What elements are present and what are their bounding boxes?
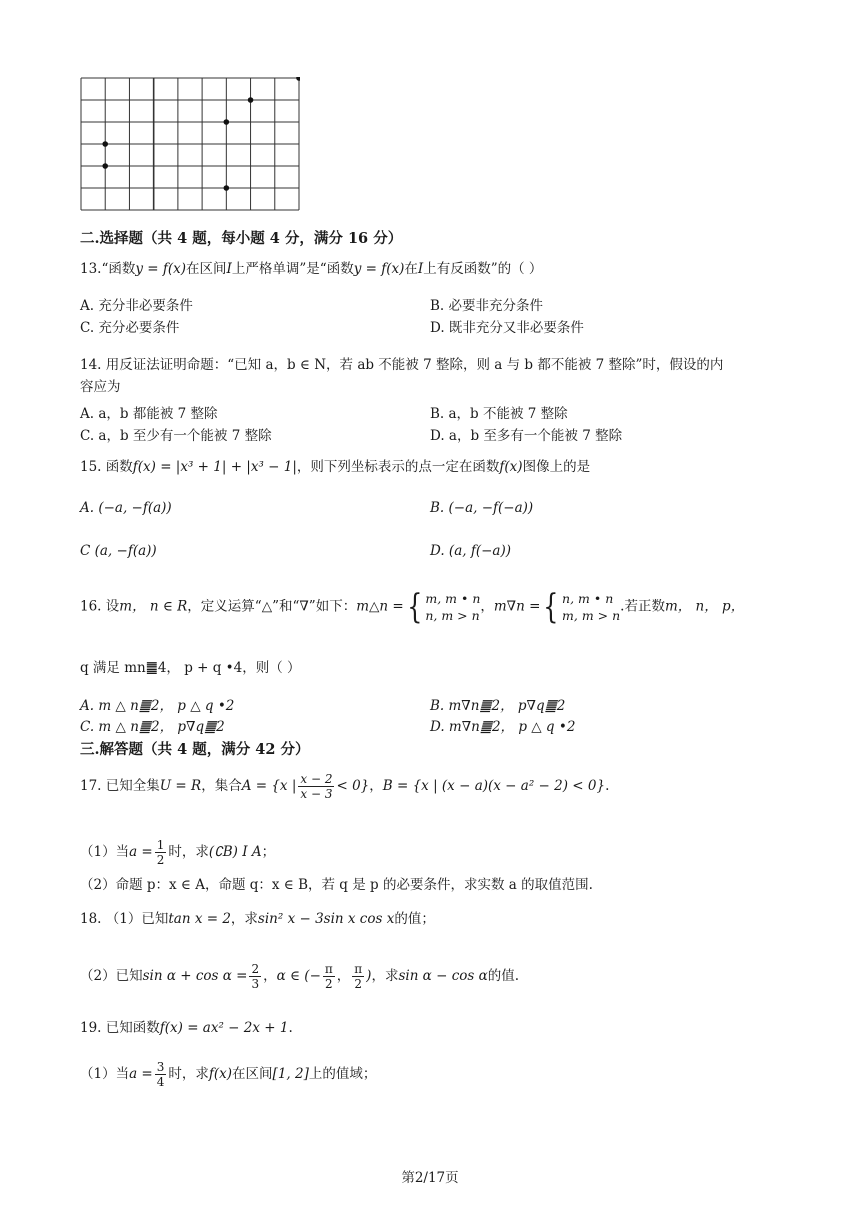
q15-formula: f(x) = |x³ + 1| + |x³ − 1| — [132, 459, 297, 475]
q16-vars: m， n， p， — [664, 598, 745, 615]
q17-part-2: （2）命题 p：x ∈ A，命题 q：x ∈ B，若 q 是 p 的必要条件，求实数 a 的取值范围. — [80, 877, 593, 893]
q18-text: ，求 — [230, 911, 258, 927]
q18-text: （2）已知 — [80, 968, 143, 984]
q17-set-a: < 0} — [336, 778, 370, 794]
q18-range: ， — [336, 968, 351, 984]
grid-point — [296, 77, 300, 81]
q19-interval: [1, 2] — [272, 1066, 309, 1082]
question-16 — [80, 587, 745, 627]
q14-text-line1: 14. 用反证法证明命题：“已知 a，b ∈ N，若 ab 不能被 7 整除，则 a 与 b 都不能被 7 整除”时，假设的内 — [80, 357, 724, 373]
q17-sep: ， — [369, 778, 383, 794]
q13-text: 在区间 — [186, 261, 227, 277]
q13-var: I — [226, 261, 232, 277]
q16-cases-nabla — [562, 590, 620, 624]
q16-option-c[interactable]: C. m △ n䷀2， p∇q䷀2 — [80, 719, 225, 735]
q18-fraction — [249, 962, 261, 991]
q19-formula: f(x) = ax² − 2x + 1 — [159, 1020, 289, 1036]
q15-formula: f(x) — [499, 459, 523, 475]
q16-case: n, m • n — [562, 591, 614, 606]
q18-text: 的值； — [394, 911, 435, 927]
q19-fraction — [155, 1060, 167, 1089]
q17-fraction-num: x − 2 — [300, 772, 333, 786]
q15-option-c[interactable]: C (a, −f(a)) — [80, 543, 157, 559]
q17-text: 时，求 — [168, 844, 209, 860]
q16-case: m, m > n — [562, 608, 621, 623]
page-number: 第2/17页 — [401, 1170, 459, 1186]
q17-fraction — [155, 838, 167, 867]
q13-formula: y = f(x) — [135, 261, 187, 277]
q16-text: ，定义运算“△”和“∇”如下： — [187, 598, 357, 615]
q19-expr: f(x) — [208, 1066, 233, 1082]
q16-case: m, m • n — [425, 591, 481, 606]
q16-text: 16. 设 — [80, 598, 120, 615]
q18-range: ) — [366, 968, 372, 984]
q17-fraction-num: 1 — [156, 838, 165, 852]
q13-option-c[interactable]: C. 充分必要条件 — [80, 320, 180, 336]
q19-text: （1）当 — [80, 1066, 130, 1082]
q14-option-d[interactable]: D. a，b 至多有一个能被 7 整除 — [430, 428, 623, 444]
q18-expr: sin² x − 3sin x cos x — [257, 911, 395, 927]
q16-text: .若正数 — [620, 598, 665, 615]
question-17 — [80, 772, 609, 801]
q17-fraction-den: x − 3 — [300, 787, 333, 801]
q17-text: 17. 已知全集 — [80, 778, 160, 794]
q16-option-a[interactable]: A. m △ n䷀2， p △ q •2 — [80, 698, 235, 714]
section-2-heading: 二.选择题（共 4 题，每小题 4 分，满分 16 分） — [80, 230, 403, 247]
grid-point — [224, 119, 230, 125]
q14-option-b[interactable]: B. a，b 不能被 7 整除 — [430, 406, 568, 422]
q16-brace: { — [543, 587, 559, 627]
q18-fraction — [323, 962, 335, 991]
q13-option-b[interactable]: B. 必要非充分条件 — [430, 298, 544, 314]
q17-part-1 — [80, 838, 275, 867]
q16-op-nabla: m∇n = — [493, 598, 541, 615]
q18-part-2 — [80, 962, 519, 991]
q16-option-d[interactable]: D. m∇n䷀2， p △ q •2 — [430, 719, 576, 735]
q18-expr: sin α − cos α — [398, 968, 488, 984]
q17-universal-set: U = R — [159, 778, 202, 794]
grid-point — [248, 97, 254, 103]
q18-fraction-num: π — [354, 962, 363, 976]
q16-case: n, m > n — [425, 608, 480, 623]
q19-fraction-den: 4 — [156, 1075, 165, 1089]
q19-text: 在区间 — [232, 1066, 273, 1082]
q19-fraction-num: 3 — [156, 1060, 165, 1074]
q17-var: a = — [129, 844, 153, 860]
q17-text: ，集合 — [201, 778, 242, 794]
q13-option-a[interactable]: A. 充分非必要条件 — [80, 298, 193, 314]
q16-option-b[interactable]: B. m∇n䷀2， p∇q䷀2 — [430, 698, 566, 714]
q18-expr: sin α + cos α = — [142, 968, 248, 984]
q13-text: 13.“函数 — [80, 261, 136, 277]
q18-text: ， — [263, 968, 277, 984]
question-13 — [80, 260, 542, 278]
q13-text: 上有反函数”的（ ） — [423, 261, 543, 277]
q13-option-d[interactable]: D. 既非充分又非必要条件 — [430, 320, 584, 336]
q15-text: ，则下列坐标表示的点一定在函数 — [296, 459, 500, 475]
q16-cases-triangle — [425, 590, 480, 624]
q15-text: 15. 函数 — [80, 459, 133, 475]
q19-text: 上的值域； — [308, 1066, 377, 1082]
q13-var: I — [417, 261, 424, 277]
q14-option-a[interactable]: A. a，b 都能被 7 整除 — [80, 406, 218, 422]
q18-text: 的值. — [487, 968, 520, 984]
q13-text: 在 — [404, 261, 418, 277]
section-3-heading: 三.解答题（共 4 题，满分 42 分） — [80, 741, 310, 758]
q18-fraction-den: 2 — [354, 977, 363, 991]
q17-end: . — [605, 778, 610, 794]
q19-end: . — [288, 1020, 293, 1036]
q18-part-1 — [80, 910, 435, 928]
lattice-figure — [80, 77, 300, 211]
q14-text-line2: 容应为 — [80, 379, 121, 395]
q18-expr: tan x = 2 — [168, 911, 231, 927]
q15-text: 图像上的是 — [522, 459, 591, 475]
q15-option-b[interactable]: B. (−a, −f(−a)) — [430, 500, 534, 516]
q17-set-b: B = {x | (x − a)(x − a² − 2) < 0} — [382, 778, 606, 794]
q16-sep: ， — [480, 598, 494, 615]
q17-text: ； — [261, 844, 276, 860]
q19-var: a = — [129, 1066, 153, 1082]
q15-option-d[interactable]: D. (a, f(−a)) — [430, 543, 511, 559]
q17-text: （1）当 — [80, 844, 130, 860]
grid-point — [102, 163, 108, 169]
q19-text: 19. 已知函数 — [80, 1020, 160, 1036]
q18-fraction-den: 3 — [251, 977, 260, 991]
q17-expr: (∁B) I A — [208, 844, 262, 860]
q18-fraction-num: 2 — [251, 962, 260, 976]
grid-point — [224, 185, 230, 191]
q18-text: ，求 — [371, 968, 399, 984]
q13-text: 上严格单调”是“函数 — [231, 261, 354, 277]
q14-option-c[interactable]: C. a，b 至少有一个能被 7 整除 — [80, 428, 272, 444]
q16-vars: m， n ∈ R — [119, 598, 188, 615]
q18-fraction-den: 2 — [325, 977, 333, 991]
q17-set-a: A = {x | — [241, 778, 297, 794]
question-19 — [80, 1019, 293, 1037]
q16-brace: { — [406, 587, 423, 627]
q18-fraction — [352, 962, 364, 991]
q18-fraction-num: π — [324, 962, 333, 976]
q15-option-a[interactable]: A. (−a, −f(a)) — [80, 500, 172, 516]
q18-range: α ∈ (− — [276, 968, 321, 984]
q19-part-1 — [80, 1060, 376, 1089]
q17-fraction — [298, 772, 334, 801]
q18-text: 18. （1）已知 — [80, 911, 169, 927]
grid-point — [102, 141, 108, 147]
question-15 — [80, 458, 590, 476]
q16-op-triangle: m△n = — [356, 598, 404, 615]
q19-text: 时，求 — [168, 1066, 209, 1082]
q16-text-line2: q 满足 mn䷀4， p + q •4，则（ ） — [80, 660, 301, 676]
q17-fraction-den: 2 — [156, 853, 165, 867]
q13-formula: y = f(x) — [353, 261, 405, 277]
